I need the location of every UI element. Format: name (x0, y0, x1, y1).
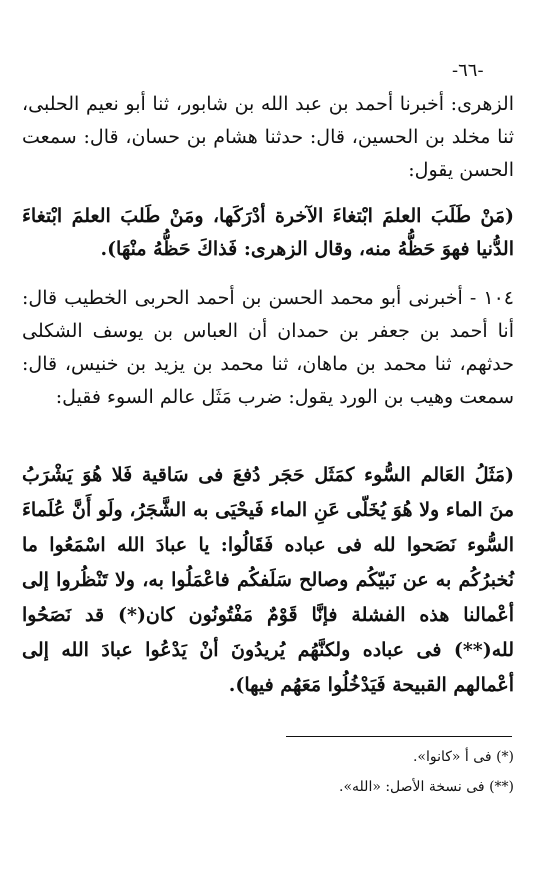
paragraph-isnad-2: ١٠٤ - أخبرنى أبو محمد الحسن بن أحمد الحربى الخطيب قال: أنا أحمد بن جعفر بن حمدان أن العباس بن يوسف الشكلى حدثهم، ثنا محمد بن ماهان، ثنا محمد بن يزيد بن خنيس، قال: سمعت وهيب بن الورد يقول: ضرب مَثَل عالم السوء فقيل: (22, 287, 514, 408)
footnote-1: (*) فى أ «كانوا». (412, 749, 514, 765)
paragraph-quote-2: (مَثَلُ العَالم السُّوء كمَثَل حَجَر دُفعَ فى سَاقية فَلا هُوَ يَشْرَبُ منَ الماء ولا هُوَ يُخَلّى عَنِ الماء فَيحْيَى به الشَّجَرُ، ولَو أَنَّ عُلَماءَ السُّوء نَصَحوا لله فى عباده فَقَالُوا: يا عبادَ الله اسْمَعُوا ما نُخبرُكُم به عن نَبيّكُم وصالح سَلَفكُم فاعْمَلُوا به، ولا تَنْظُروا إلى أعْمالنا هذه الفشلة فإنَّا قَوْمٌ مَفْتُونُون كان(*) قد نَصَحُوا لله(**) فى عباده ولكنَّهُم يُريدُونَ أنْ يَدْعُوا عبادَ الله إلى أعْمالهم القبيحة فَيَدْخُلُوا مَعَهُم فيها). (22, 464, 514, 696)
footnote-2: (**) فى نسخة الأصل: «الله». (339, 779, 514, 795)
footnotes (150, 742, 514, 802)
paragraph-quote-1: (مَنْ طَلَبَ العلمَ ابْتغاءَ الآخرة أدْرَكَها، ومَنْ طَلبَ العلمَ ابْتغاءَ الدُّنيا فهوَ حَظُّهُ منه، وقال الزهرى: فَذاكَ حَظُّهُ منْهَا). (22, 205, 514, 260)
paragraph-isnad-1: الزهرى: أخبرنا أحمد بن عبد الله بن شابور، ثنا أبو نعيم الحلبى، ثنا مخلد بن الحسين، قال: حدثنا هشام بن حسان، قال: سمعت الحسن يقول: (22, 93, 514, 181)
page-number: -٦٦- (452, 60, 484, 81)
footnote-separator (286, 736, 512, 737)
